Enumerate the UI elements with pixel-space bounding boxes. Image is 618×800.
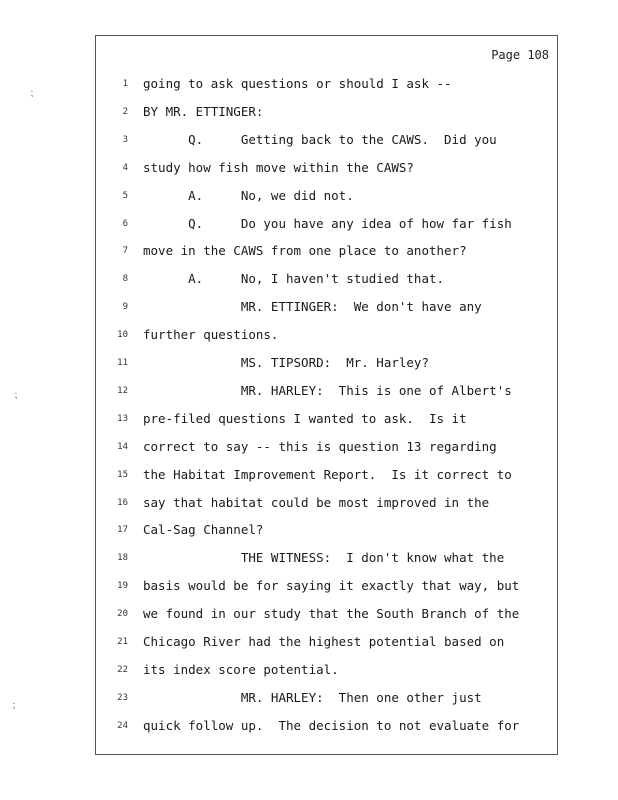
line-text: A. No, I haven't studied that.: [143, 271, 445, 287]
line-text: Chicago River had the highest potential based on: [143, 634, 505, 649]
line-number: 3: [122, 134, 128, 145]
line-number: 7: [122, 246, 128, 257]
line-text: the Habitat Improvement Report. Is it correct to: [143, 466, 512, 482]
line-text: quick follow up. The decision to not evaluate for: [143, 717, 520, 733]
line-number: 15: [117, 469, 128, 480]
line-number: 10: [117, 330, 128, 341]
line-text: pre-filed questions I wanted to ask. Is it: [143, 410, 467, 426]
transcript-line: [96, 495, 557, 515]
transcript-line: [96, 327, 557, 347]
transcript-line: [96, 690, 557, 710]
transcript-line: [96, 578, 557, 598]
line-number: 24: [117, 720, 128, 731]
transcript-line: [96, 160, 557, 180]
transcript-page: [95, 35, 558, 755]
transcript-line: [96, 104, 557, 124]
line-text: Q. Getting back to the CAWS. Did you: [143, 131, 497, 147]
line-number: 1: [122, 79, 128, 89]
line-number: 13: [117, 413, 128, 424]
transcript-line: [96, 439, 557, 459]
transcript-line: [96, 132, 557, 152]
line-number: 16: [117, 497, 128, 508]
line-text: Q. Do you have any idea of how far fish: [143, 215, 512, 231]
transcript-line: [96, 606, 557, 626]
transcript-line: [96, 467, 557, 487]
transcript-line: [96, 662, 557, 682]
margin-speck: ⁏: [12, 700, 16, 711]
transcript-line: [96, 76, 557, 96]
transcript-line: [96, 271, 557, 291]
line-text: MR. ETTINGER: We don't have any: [143, 299, 482, 315]
line-number: 5: [122, 190, 128, 201]
line-text: move in the CAWS from one place to another?: [143, 243, 467, 259]
line-number: 17: [117, 525, 128, 536]
line-text: going to ask questions or should I ask --: [143, 76, 452, 91]
line-number: 12: [117, 385, 128, 396]
line-text: MS. TIPSORD: Mr. Harley?: [143, 355, 429, 370]
line-number: 9: [122, 302, 128, 313]
line-text: basis would be for saying it exactly that way, but: [143, 578, 520, 594]
transcript-line: [96, 383, 557, 403]
line-text: MR. HARLEY: Then one other just: [143, 689, 482, 705]
transcript-line: [96, 216, 557, 236]
line-text: BY MR. ETTINGER:: [143, 103, 264, 119]
line-number: 2: [122, 106, 128, 117]
line-text: its index score potential.: [143, 661, 339, 677]
margin-speck: ⁏: [30, 88, 34, 99]
line-text: A. No, we did not.: [143, 187, 354, 203]
line-number: 23: [117, 692, 128, 703]
line-number: 14: [117, 441, 128, 452]
line-text: study how fish move within the CAWS?: [143, 159, 414, 175]
line-text: MR. HARLEY: This is one of Albert's: [143, 382, 512, 398]
transcript-line: [96, 243, 557, 263]
transcript-line: [96, 355, 557, 375]
margin-speck: ⁏: [14, 390, 18, 401]
line-number: 21: [117, 637, 128, 647]
line-text: we found in our study that the South Branch of the: [143, 606, 520, 622]
line-number: 20: [117, 609, 128, 620]
line-text: Cal-Sag Channel?: [143, 522, 264, 538]
transcript-line: [96, 522, 557, 542]
line-number: 4: [122, 162, 128, 173]
line-number: 6: [122, 218, 128, 229]
transcript-line: [96, 718, 557, 738]
line-text: THE WITNESS: I don't know what the: [143, 550, 505, 566]
line-number: 11: [117, 358, 128, 368]
transcript-line: [96, 550, 557, 570]
transcript-line: [96, 411, 557, 431]
page-number: Page 108: [491, 48, 549, 62]
line-text: further questions.: [143, 327, 279, 343]
transcript-line: [96, 188, 557, 208]
line-text: say that habitat could be most improved in the: [143, 494, 490, 510]
transcript-line: [96, 634, 557, 654]
transcript-line: [96, 299, 557, 319]
line-number: 22: [117, 664, 128, 675]
line-number: 8: [122, 274, 128, 285]
line-text: correct to say -- this is question 13 regarding: [143, 438, 497, 454]
line-number: 18: [117, 553, 128, 564]
line-number: 19: [117, 581, 128, 592]
